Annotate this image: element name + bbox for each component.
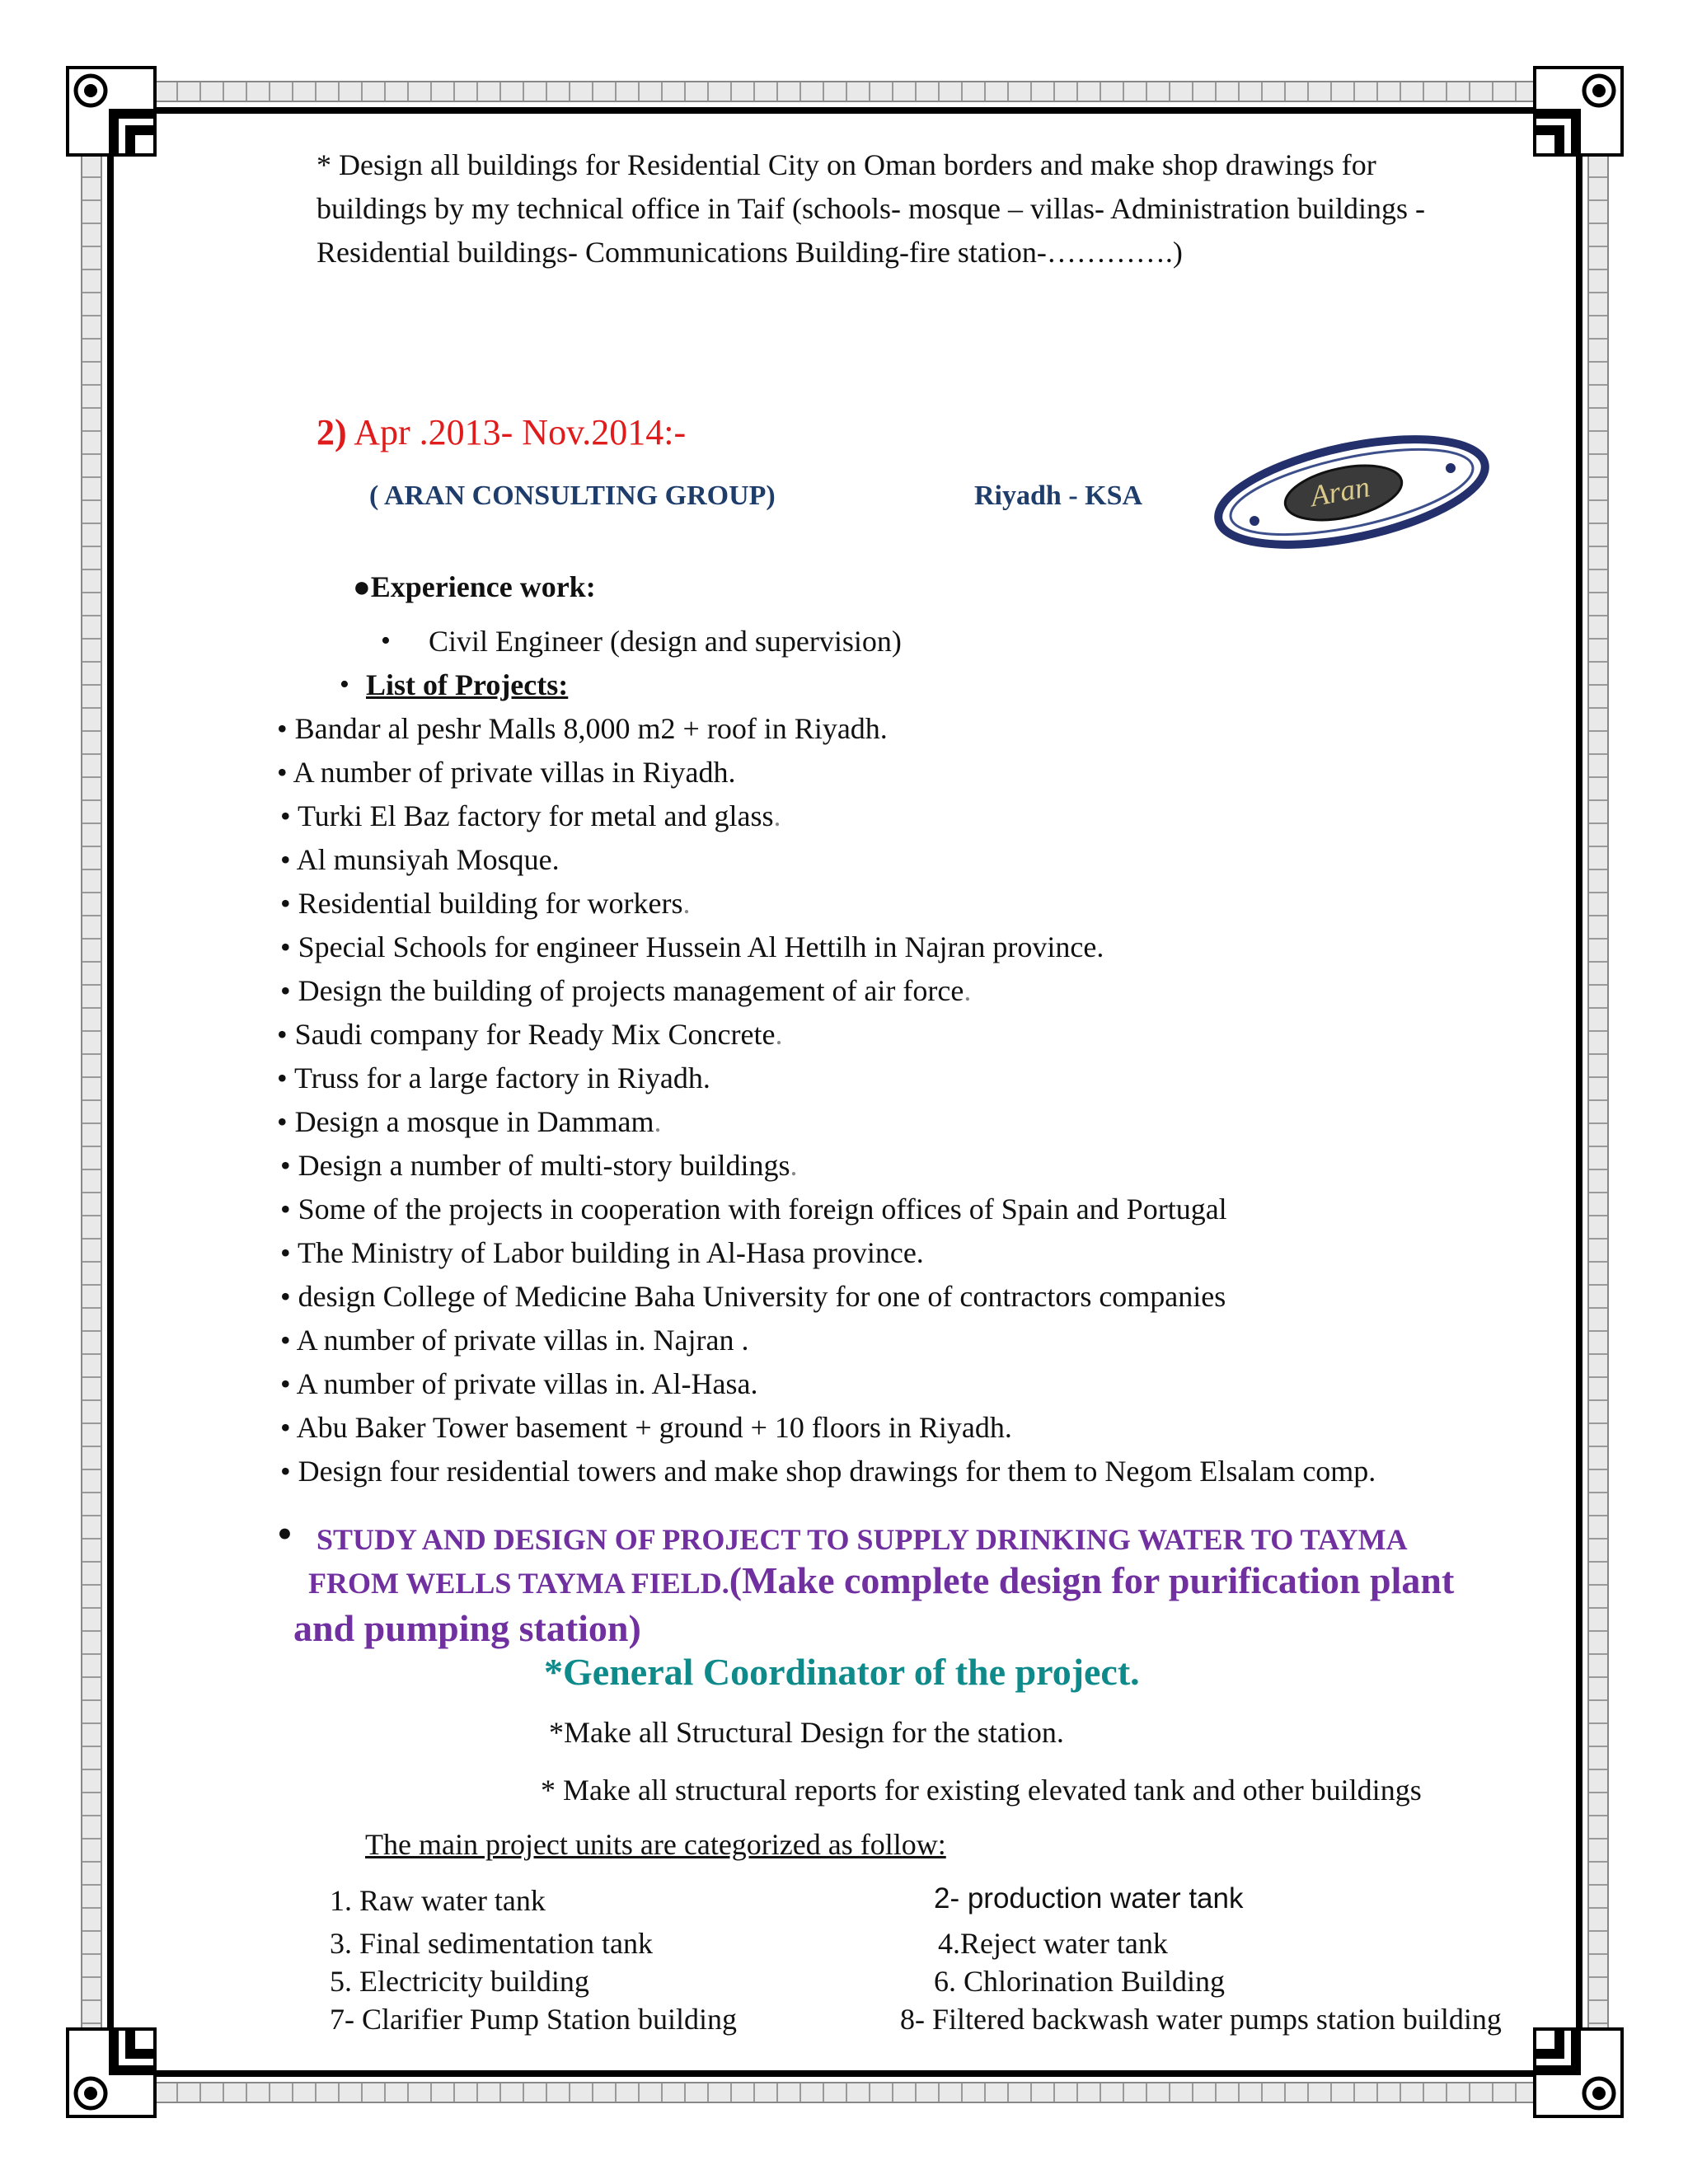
role-bullet: • [381, 626, 391, 656]
list-item: • The Ministry of Labor building in Al-Hasa province. [280, 1236, 924, 1269]
frame-line-top [107, 107, 1582, 114]
list-item: 1. Raw water tank [330, 1884, 546, 1917]
section-number: 2) [316, 412, 347, 452]
list-item: 4.Reject water tank [938, 1927, 1168, 1960]
projects-heading: List of Projects: [366, 668, 569, 701]
structural-reports-note: * Make all structural reports for existing elevated tank and other buildings [541, 1774, 1422, 1807]
corner-ornament-top-right [1533, 66, 1624, 157]
section-dates: Apr .2013- Nov.2014:- [346, 412, 687, 452]
frame-line-right [1576, 107, 1582, 2077]
coordinator-heading: *General Coordinator of the project. [544, 1651, 1140, 1693]
tayma-title-line-1: STUDY AND DESIGN OF PROJECT TO SUPPLY DRINKING WATER TO TAYMA [316, 1523, 1408, 1556]
border-strip-left [81, 132, 102, 2085]
company-name: ( ARAN CONSULTING GROUP) [369, 480, 776, 511]
list-item: • Al munsiyah Mosque. [280, 843, 560, 876]
list-item: • Saudi company for Ready Mix Concrete. [277, 1018, 783, 1051]
border-strip-top [132, 81, 1558, 102]
tayma-title-note: (Make complete design for purification plant [729, 1559, 1455, 1601]
intro-line-2: buildings by my technical office in Taif (schools- mosque – villas- Administration buildings - [316, 192, 1425, 225]
list-item: 8- Filtered backwash water pumps station building [900, 2003, 1502, 2036]
corner-ornament-bottom-right [1533, 2027, 1624, 2118]
list-item: 7- Clarifier Pump Station building [330, 2003, 737, 2036]
list-item: 3. Final sedimentation tank [330, 1927, 653, 1960]
intro-line-3: Residential buildings- Communications Building-fire station-………….) [316, 236, 1183, 269]
list-item: • Abu Baker Tower basement + ground + 10 floors in Riyadh. [280, 1411, 1012, 1444]
tayma-title-line-3: and pumping station) [293, 1607, 641, 1649]
list-item: • Turki El Baz factory for metal and glass. [280, 799, 781, 832]
company-location: Riyadh - KSA [974, 480, 1143, 511]
list-item: 6. Chlorination Building [934, 1965, 1226, 1998]
list-item: • Some of the projects in cooperation with foreign offices of Spain and Portugal [280, 1193, 1227, 1226]
experience-heading: ●Experience work: [353, 570, 596, 603]
tayma-bullet: • [277, 1509, 293, 1558]
border-strip-right [1587, 132, 1609, 2085]
intro-line-1: * Design all buildings for Residential City on Oman borders and make shop drawings for [316, 148, 1376, 181]
list-item: • Bandar al peshr Malls 8,000 m2 + roof in Riyadh. [277, 712, 888, 745]
section-period [316, 412, 687, 452]
list-item: • Design a mosque in Dammam. [277, 1105, 662, 1138]
corner-ornament-bottom-left [66, 2027, 157, 2118]
list-item: • A number of private villas in. Najran . [280, 1324, 749, 1357]
role-text: Civil Engineer (design and supervision) [429, 625, 902, 658]
border-strip-bottom [132, 2082, 1558, 2103]
list-item: • A number of private villas in. Al-Hasa. [280, 1367, 758, 1400]
list-item: • Truss for a large factory in Riyadh. [277, 1062, 710, 1094]
aran-logo [1212, 430, 1492, 554]
list-item: • Design the building of projects management of air force. [280, 974, 972, 1007]
projects-bullet: • [340, 669, 349, 700]
frame-line-left [107, 107, 114, 2077]
list-item: • Design a number of multi-story buildings. [280, 1149, 798, 1182]
aran-logo-text: Aran [1307, 470, 1372, 513]
list-item: 5. Electricity building [330, 1965, 589, 1998]
corner-ornament-top-left [66, 66, 157, 157]
list-item: • A number of private villas in Riyadh. [277, 756, 736, 789]
frame-line-bottom [107, 2070, 1582, 2077]
tayma-title-line-2 [308, 1559, 1455, 1601]
list-item: 2- production water tank [934, 1882, 1244, 1915]
list-item: • Residential building for workers. [280, 887, 691, 920]
list-item: • Special Schools for engineer Hussein Al Hettilh in Najran province. [280, 930, 1104, 963]
tayma-title-caps: FROM WELLS TAYMA FIELD. [308, 1567, 729, 1600]
list-item: • design College of Medicine Baha University for one of contractors companies [280, 1280, 1226, 1313]
structural-design-note: *Make all Structural Design for the station. [549, 1716, 1064, 1749]
list-item: • Design four residential towers and make shop drawings for them to Negom Elsalam comp. [280, 1455, 1376, 1488]
units-heading: The main project units are categorized as follow: [365, 1828, 946, 1861]
